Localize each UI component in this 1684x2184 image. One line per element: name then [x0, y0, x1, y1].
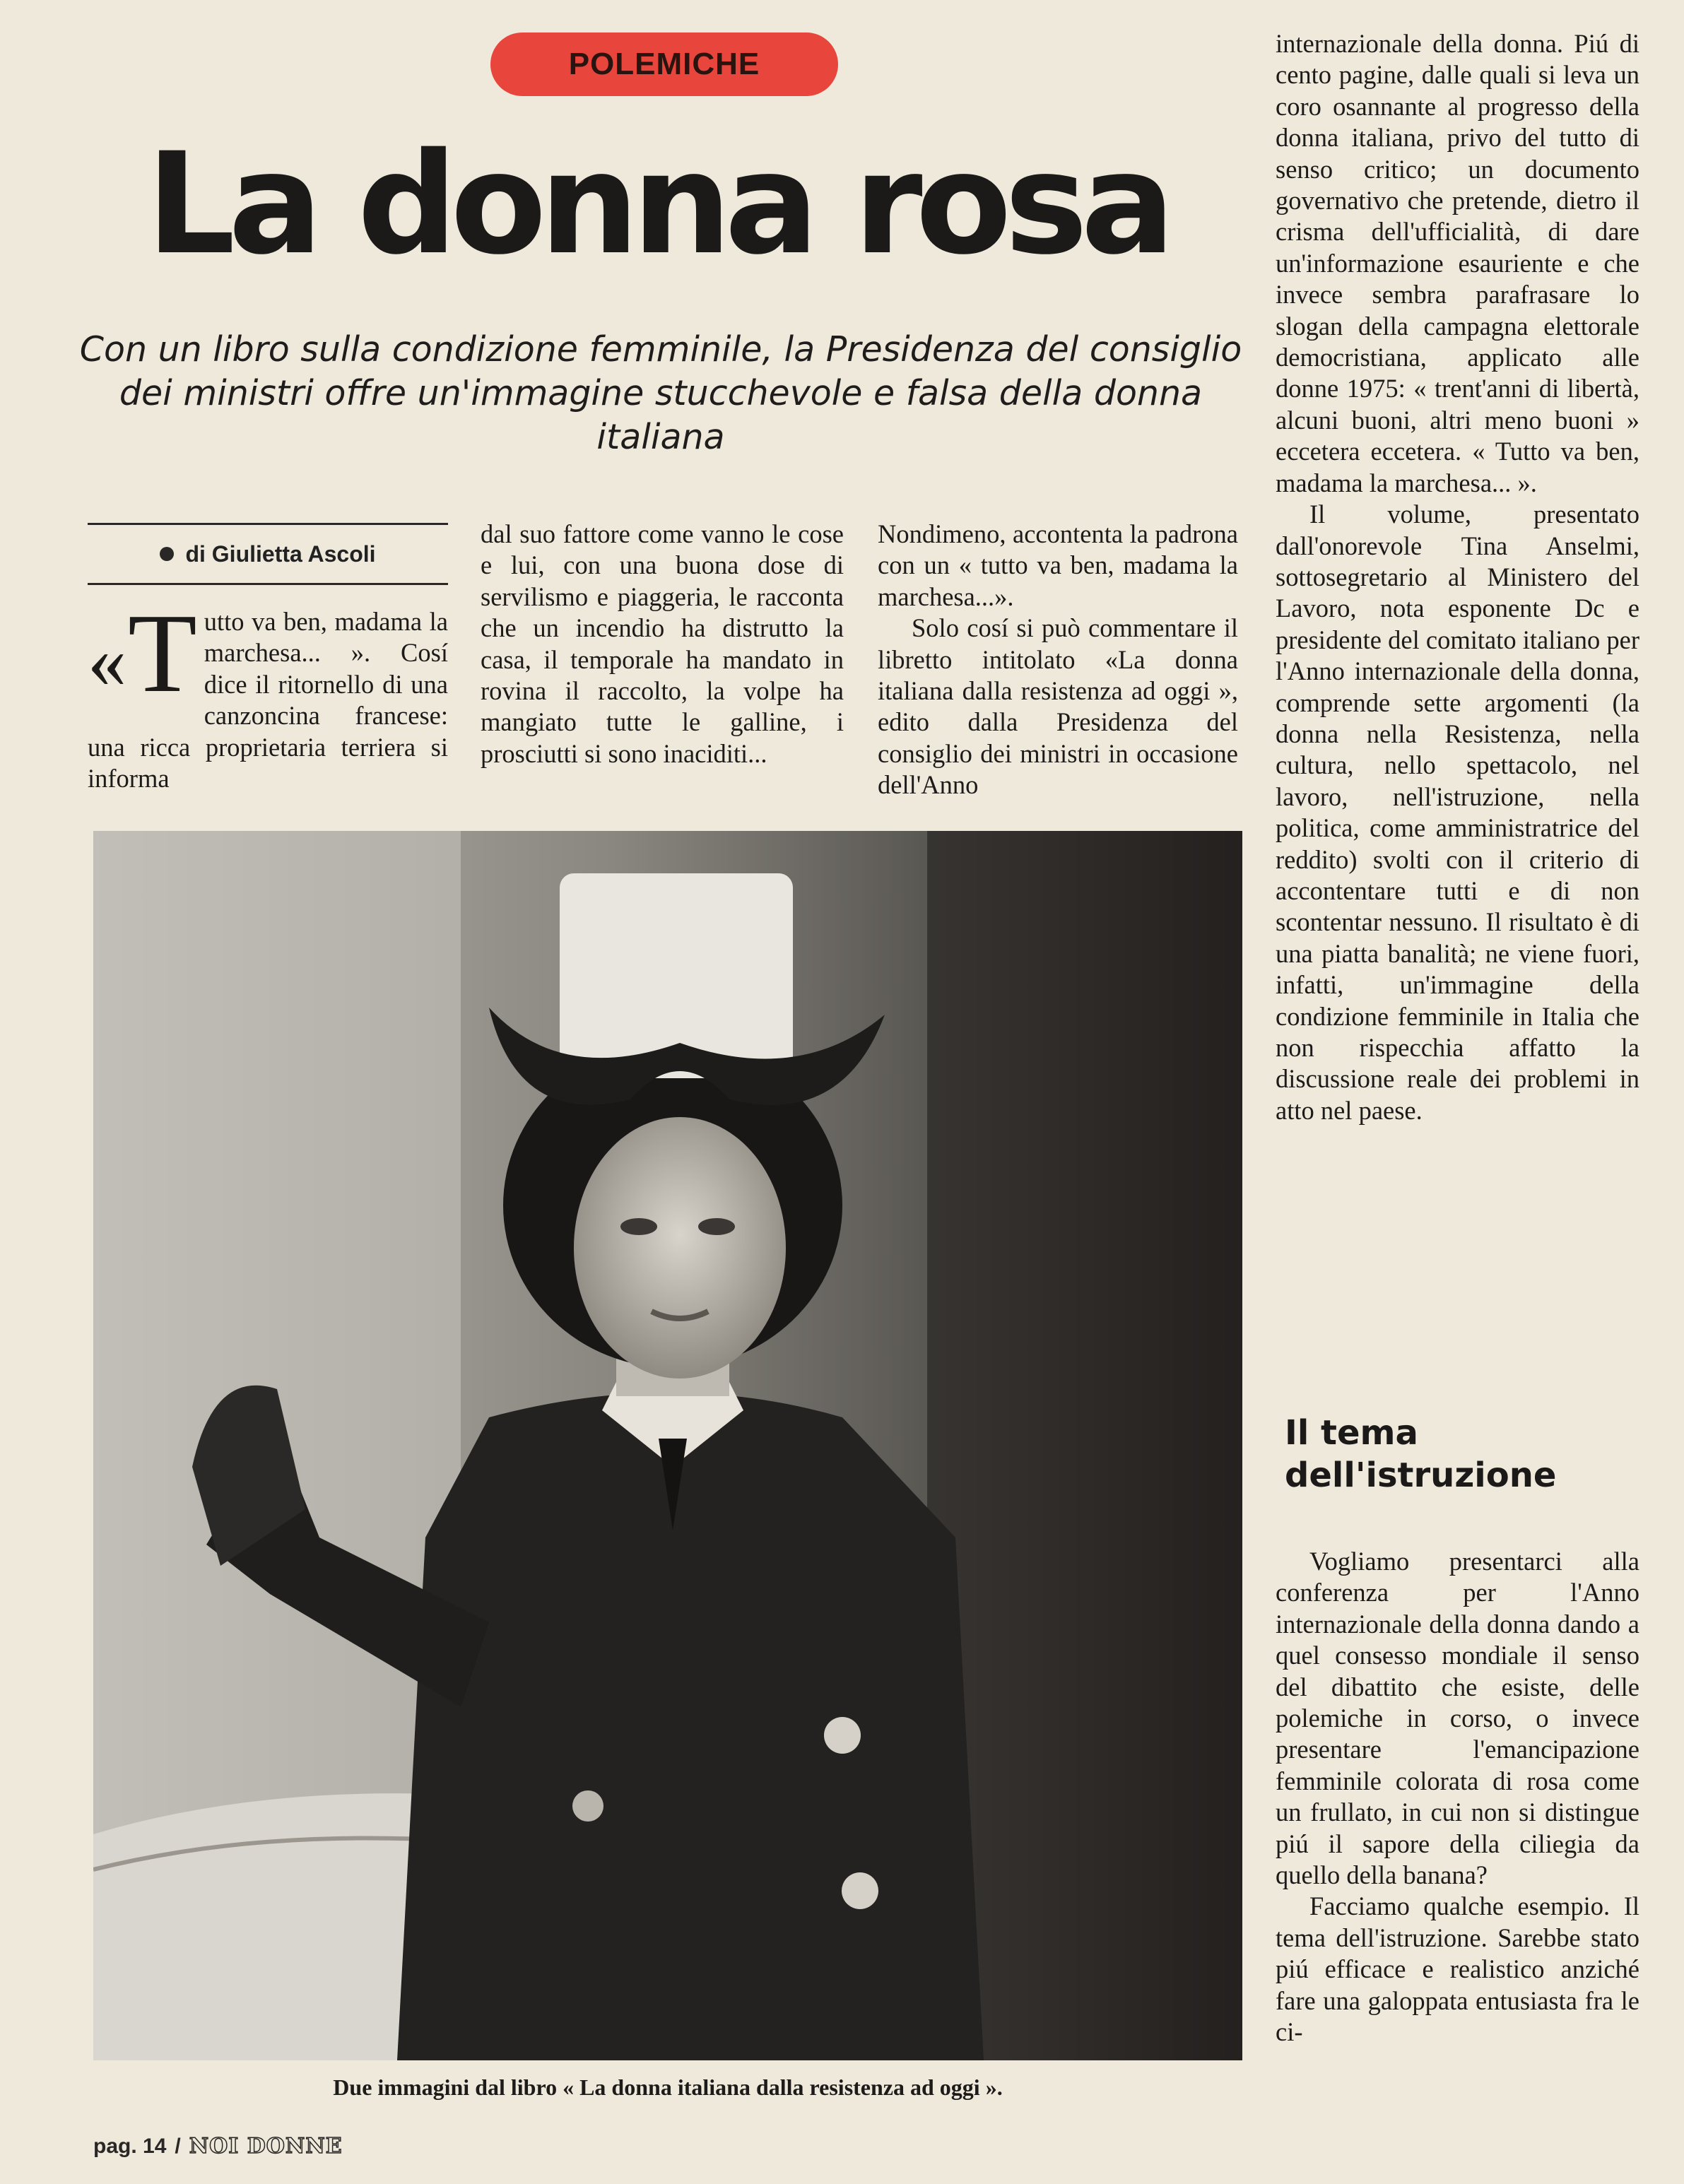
paragraph: Vogliamo presentarci alla conferenza per l'Anno internazionale della donna dando a quel consesso mondiale il senso del dibattito che esiste, delle polemiche in corso, o invece presentare l'emancipazione femminile colorata di rosa come un frullato, in cui non si distingue piú il sapore della ciliegia da quello della banana?: [1276, 1547, 1639, 1890]
paragraph: Solo cosí si può commentare il libretto intitolato «La donna italiana dalla resistenza ad oggi », edito dalla Presidenza del consiglio dei ministri in occasione dell'Anno: [878, 613, 1238, 800]
column-4: [1276, 28, 1639, 1342]
byline: [88, 523, 448, 585]
section-heading: Il tema dell'istruzione: [1285, 1413, 1557, 1495]
column-3: [878, 519, 1238, 817]
drop-cap-quote: «: [88, 618, 126, 704]
column-2: [481, 519, 844, 817]
paragraph: utto va ben, madama la marchesa... ». Cosí dice il ritornello di una canzoncina francese: una ricca proprietaria terriera si informa: [88, 607, 448, 793]
article-headline: La donna rosa: [146, 122, 1169, 285]
paragraph: Facciamo qualche esempio. Il tema dell'istruzione. Sarebbe stato piú efficace e realistico anziché fare una galoppata entusiasta fra le ci-: [1276, 1891, 1639, 2047]
column-5: [1276, 1546, 1639, 2161]
paragraph: internazionale della donna. Piú di cento pagine, dalle quali si leva un coro osannante al progresso della donna italiana, privo del tutto di senso critico; un documento governativo che pretende, dietro il crisma dell'ufficialità, di dare un'informazione esauriente e che invece sembra parafrasare lo slogan della campagna elettorale democristiana, applicato alle donne 1975: « trent'anni di libertà, alcuni buoni, altri meno buoni » eccetera eccetera. « Tutto va ben, madama la marchesa... ».: [1276, 29, 1639, 497]
paragraph: Nondimeno, accontenta la padrona con un « tutto va ben, madama la marchesa...».: [878, 519, 1238, 611]
page-number: pag. 14: [93, 2135, 167, 2158]
page-footer: [93, 2134, 343, 2159]
article-subhead: Con un libro sulla condizione femminile, la Presidenza del consiglio dei ministri offre un'immagine stucchevole e falsa della donna italiana: [79, 329, 1242, 457]
photo-policewoman: [93, 831, 1242, 2060]
drop-cap-letter: T: [128, 606, 197, 716]
column-1: [88, 606, 448, 818]
bullet-icon: [160, 547, 174, 561]
footer-separator: /: [175, 2135, 181, 2158]
paragraph: Il volume, presentato dall'onorevole Tina Anselmi, sottosegretario al Ministero del Lavoro, nota esponente Dc e presidente del comitato italiano per l'Anno internazionale della donna, comprende sette argomenti (la donna nella Resistenza, nella cultura, nello spettacolo, nel lavoro, nell'istruzione, nella politica, come amministratrice del reddito) svolti con il criterio di accontentare tutti e di non scontentar nessuno. Il risultato è di una piatta banalità; ne viene fuori, infatti, un'immagine della condizione femminile in Italia che non rispecchia affatto la discussione reale dei problemi in atto nel paese.: [1276, 500, 1639, 1125]
drop-cap: [88, 606, 197, 716]
byline-author: di Giulietta Ascoli: [185, 541, 376, 567]
magazine-name: NOI DONNE: [189, 2134, 343, 2159]
section-rubric: POLEMICHE: [490, 33, 838, 96]
paragraph: dal suo fattore come vanno le cose e lui, con una buona dose di servilismo e piaggeria, le racconta che un incendio ha distrutto la casa, il temporale ha mandato in rovina il raccolto, la volpe ha mangiato tutte le galline, i prosciutti si sono inaciditi...: [481, 519, 844, 768]
photo-caption: Due immagini dal libro « La donna italiana dalla resistenza ad oggi ».: [333, 2074, 1003, 2100]
